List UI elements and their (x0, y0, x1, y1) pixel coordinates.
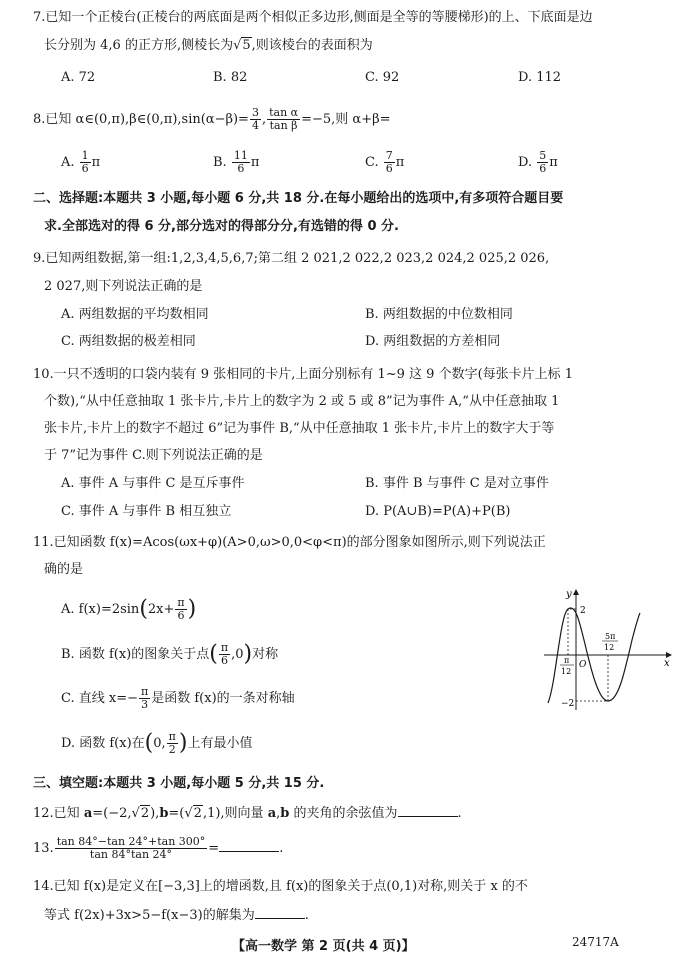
q7-text-a: 长分别为 4,6 的正方形,侧棱长为 (44, 38, 234, 53)
sqrt-sign: √ (131, 806, 140, 821)
q10-line3: 张卡片,卡片上的数字不超过 6”记为事件 B,“从中任意抽取 1 张卡片,卡片上的数字大于等 (44, 421, 555, 436)
q11-option-c (61, 686, 295, 711)
q7-line2 (44, 37, 373, 55)
q8-frac2 (267, 107, 300, 132)
q13-label: 13. (33, 841, 54, 856)
q8-option-b (213, 150, 259, 175)
q9-line1: 9.已知两组数据,第一组:1,2,3,4,5,6,7;第二组 2 021,2 022,2 023,2 024,2 025,2 026, (33, 251, 550, 266)
q7-text-c: ,则该棱台的表面积为 (251, 38, 373, 53)
q8-option-a-label: A. (61, 155, 75, 170)
q13-equals: = (208, 841, 220, 856)
q11-option-a-frac (175, 597, 186, 622)
graph-y-arrow (573, 589, 579, 595)
q8-option-d-label: D. (518, 155, 533, 170)
q10-line1: 10.一只不透明的口袋内装有 9 张相同的卡片,上面分别标有 1~9 这 9 个数字(每张卡片上标 1 (33, 367, 574, 382)
q12-vector-a: a (83, 806, 93, 821)
q12-vector-b2: b (280, 806, 290, 821)
q7-option-b: B. 82 (213, 70, 248, 85)
q12-text-a2: =(−2, (92, 806, 132, 821)
q8-option-a-suffix: π (91, 155, 101, 170)
sqrt-sign: √ (233, 38, 242, 53)
q8-option-c (365, 150, 404, 175)
q10-option-d: D. P(A∪B)=P(A)+P(B) (365, 504, 511, 519)
q14-answer-blank[interactable] (255, 906, 305, 919)
q11-option-d-num: π (168, 730, 176, 743)
q7-option-a: A. 72 (61, 70, 96, 85)
q13-end: . (279, 841, 284, 856)
q11-option-a-inner: 2x+ (147, 602, 175, 617)
graph-origin-label: O (579, 660, 587, 670)
footer-page-label: 【高一数学 第 2 页(共 4 页)】 (232, 939, 415, 954)
graph-y-label: y (566, 589, 572, 600)
q8-option-a-frac (80, 150, 91, 175)
q11-option-d-text: D. 函数 f(x)在 (61, 736, 145, 751)
graph-x-label: x (664, 658, 670, 669)
q13-line (33, 836, 283, 861)
q8-option-d (518, 150, 558, 175)
q10-line4: 于 7”记为事件 C.则下列说法正确的是 (44, 448, 263, 463)
q13-answer-blank[interactable] (219, 839, 279, 852)
q10-line2: 个数),“从中任意抽取 1 张卡片,卡片上的数字为 2 或 5 或 8”记为事件 A,“从中任意抽取 1 (44, 394, 560, 409)
section3-heading: 三、填空题:本题共 3 小题,每小题 5 分,共 15 分. (33, 776, 325, 791)
q8-frac1-num: 3 (251, 106, 259, 119)
q9-option-a: A. 两组数据的平均数相同 (61, 307, 209, 322)
footer-exam-code: 24717A (572, 935, 619, 949)
q11-option-a-text: A. f(x)=2sin (61, 602, 140, 617)
q12-sqrt1: 2 (140, 806, 150, 821)
q11-option-a-rparen: ) (187, 596, 197, 622)
q11-option-b-rparen: ) (243, 641, 253, 667)
q8-frac1-den: 4 (251, 119, 259, 132)
q11-option-d-frac (167, 731, 178, 756)
q8-option-a (61, 150, 100, 175)
q11-option-d-den: 2 (168, 743, 176, 756)
q11-option-c-text-end: 是函数 f(x)的一条对称轴 (151, 691, 295, 706)
q7-line1: 7.已知一个正棱台(正棱台的两底面是两个相似正多边形,侧面是全等的等腰梯形)的上、下底面是边 (33, 10, 593, 25)
q11-option-d-inner: 0, (153, 736, 166, 751)
q11-option-b-den: 6 (220, 654, 228, 667)
q8-stem-b: , (261, 112, 267, 127)
q8-option-b-suffix: π (250, 155, 260, 170)
q11-option-a (61, 597, 196, 622)
q11-option-d-lparen: ( (144, 730, 154, 756)
page-footer (0, 935, 677, 955)
section2-heading: 二、选择题:本题共 3 小题,每小题 6 分,共 18 分.在每小题给出的选项中,有多项符合题目要 (33, 191, 564, 206)
q8-frac2-den: tan β (269, 119, 298, 132)
q8-option-d-den: 6 (539, 162, 547, 175)
q9-line2: 2 027,则下列说法正确的是 (44, 279, 203, 294)
q11-option-b-text-end: 对称 (252, 647, 279, 662)
q12-vector-b: b (159, 806, 169, 821)
q8-option-c-label: C. (365, 155, 379, 170)
q11-option-a-lparen: ( (139, 596, 148, 622)
graph-right-tick-den: 12 (604, 643, 615, 652)
graph-right-tick-num: 5π (605, 632, 616, 641)
q11-option-a-num: π (177, 596, 185, 609)
q8-stem-a: 8.已知 α∈(0,π),β∈(0,π),sin(α−β)= (33, 112, 249, 127)
q12-text-a6: , (276, 806, 281, 821)
graph-left-tick-num: π (564, 656, 570, 665)
q7-sqrt-value: 5 (242, 38, 251, 53)
q11-option-c-den: 3 (141, 698, 149, 711)
graph-ymin-label: −2 (561, 699, 575, 709)
q11-option-b-frac (219, 642, 230, 667)
q14-line1: 14.已知 f(x)是定义在[−3,3]上的增函数,且 f(x)的图象关于点(0,1)对称,则关于 x 的不 (33, 879, 528, 894)
q12-text-a4: =( (168, 806, 185, 821)
q10-option-b: B. 事件 B 与事件 C 是对立事件 (365, 476, 549, 491)
q11-option-b (61, 642, 278, 667)
q13-denominator: tan 84°tan 24° (89, 848, 173, 861)
q11-line1: 11.已知函数 f(x)=Acos(ωx+φ)(A>0,ω>0,0<φ<π)的部分图象如图所示,则下列说法正 (33, 535, 546, 550)
q10-option-a: A. 事件 A 与事件 C 是互斥事件 (61, 476, 245, 491)
q12-line (33, 804, 462, 823)
q8-option-a-num: 1 (81, 149, 89, 162)
q11-option-d-text-end: 上有最小值 (187, 736, 253, 751)
graph-left-tick-den: 12 (561, 667, 572, 676)
sqrt-sign: √ (184, 806, 193, 821)
q8-stem (33, 107, 391, 132)
q8-stem-c: =−5,则 α+β= (301, 112, 391, 127)
q8-frac1 (250, 107, 261, 132)
q9-option-d: D. 两组数据的方差相同 (365, 334, 501, 349)
q12-vector-a2: a (267, 806, 277, 821)
q13-fraction (55, 836, 208, 861)
q8-option-b-label: B. (213, 155, 227, 170)
q12-sqrt2: 2 (193, 806, 202, 821)
q8-option-d-frac (537, 150, 548, 175)
q8-option-c-suffix: π (395, 155, 405, 170)
q12-text-a3: ), (150, 806, 160, 821)
q9-option-b: B. 两组数据的中位数相同 (365, 307, 513, 322)
q12-text-a: 12.已知 (33, 806, 84, 821)
q11-option-b-num: π (220, 641, 229, 654)
q11-option-c-text: C. 直线 x=− (61, 691, 138, 706)
q14-end: . (304, 908, 309, 923)
q8-option-b-den: 6 (237, 162, 245, 175)
q9-option-c: C. 两组数据的极差相同 (61, 334, 196, 349)
q12-end: . (457, 806, 462, 821)
q8-option-b-frac (232, 150, 250, 175)
q11-option-b-text: B. 函数 f(x)的图象关于点 (61, 647, 210, 662)
q11-option-c-num: π (141, 685, 149, 698)
q14-line2 (44, 906, 309, 925)
q11-option-d (61, 731, 253, 756)
q12-answer-blank[interactable] (398, 804, 458, 817)
q14-line2-text: 等式 f(2x)+3x>5−f(x−3)的解集为 (44, 908, 255, 923)
q8-option-d-suffix: π (549, 155, 558, 170)
q11-function-graph (538, 585, 673, 715)
q8-option-a-den: 6 (81, 162, 89, 175)
q10-option-c: C. 事件 A 与事件 B 相互独立 (61, 504, 232, 519)
q11-option-b-lparen: ( (209, 641, 218, 667)
q7-option-d: D. 112 (518, 70, 562, 85)
graph-ymax-label: 2 (580, 606, 586, 616)
q7-option-c: C. 92 (365, 70, 400, 85)
q8-frac2-num: tan α (269, 106, 299, 119)
q11-line2: 确的是 (44, 562, 84, 577)
q8-option-b-num: 11 (233, 149, 248, 162)
q13-numerator: tan 84°−tan 24°+tan 300° (56, 835, 206, 848)
q11-option-c-frac (139, 686, 150, 711)
q12-text-a5: ,1),则向量 (202, 806, 268, 821)
q8-option-d-num: 5 (539, 149, 547, 162)
q11-option-d-rparen: ) (178, 730, 188, 756)
q11-option-b-inner: ,0 (231, 647, 244, 662)
section2-instructions: 求.全部选对的得 6 分,部分选对的得部分分,有选错的得 0 分. (44, 219, 399, 234)
q12-text-a7: 的夹角的余弦值为 (289, 806, 398, 821)
q8-option-c-num: 7 (385, 149, 393, 162)
q11-option-a-den: 6 (177, 609, 185, 622)
q8-option-c-den: 6 (385, 162, 393, 175)
q8-option-c-frac (384, 150, 395, 175)
